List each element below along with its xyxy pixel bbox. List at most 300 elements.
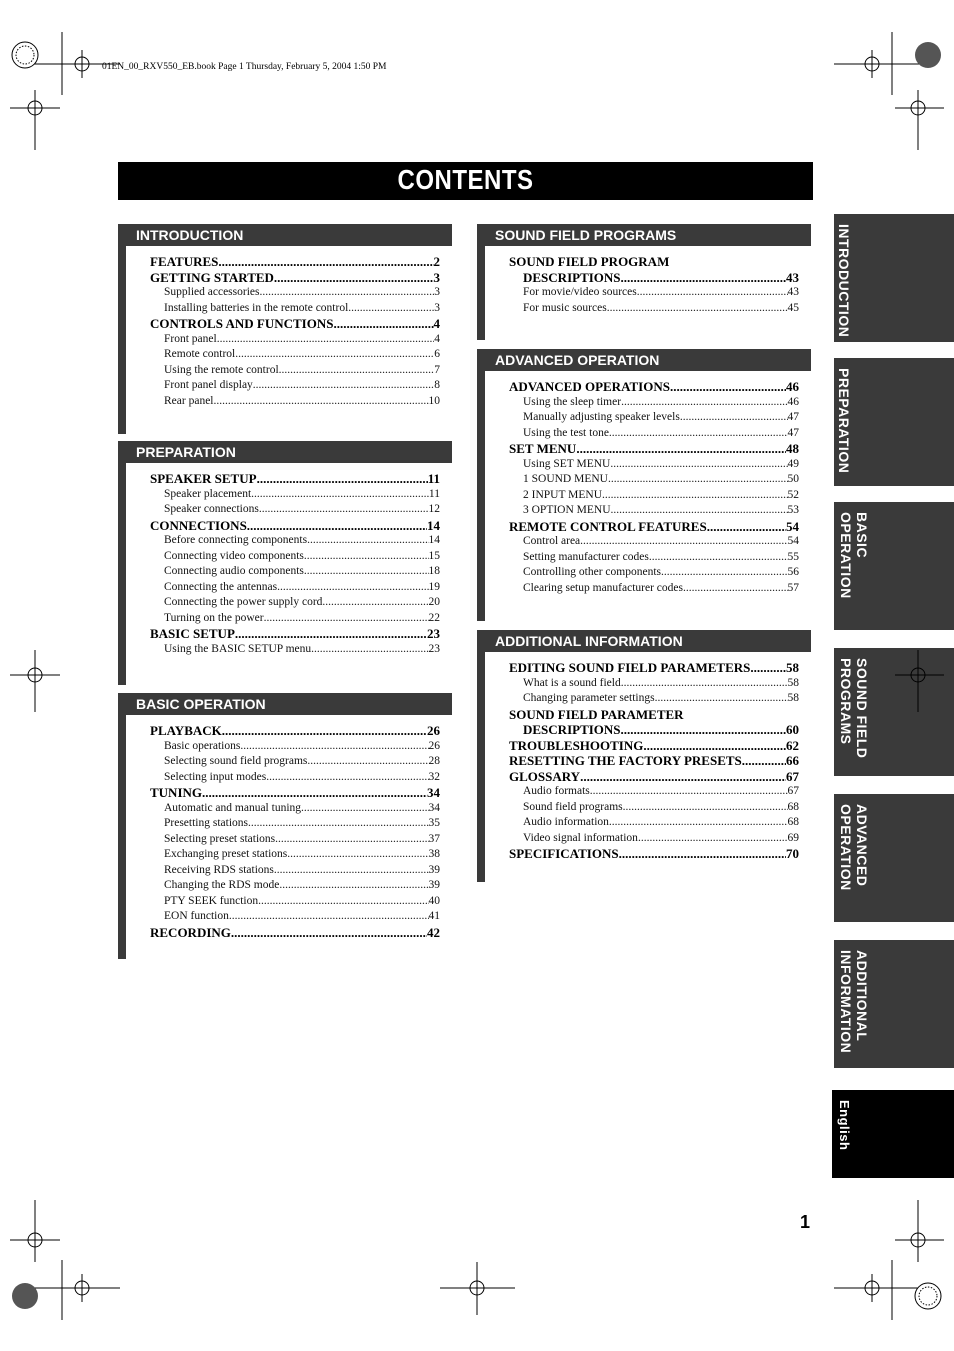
toc-entry[interactable] [509, 753, 799, 769]
toc-entry[interactable] [150, 626, 440, 642]
toc-entry-label: Setting manufacturer codes [523, 550, 649, 563]
toc-entry[interactable] [509, 581, 799, 597]
toc-list [509, 379, 799, 596]
toc-entry[interactable] [509, 707, 799, 723]
toc-entry-label: Video signal information [523, 831, 638, 844]
leader-dots [607, 301, 788, 317]
leader-dots [287, 847, 428, 863]
toc-entry-page: 26 [427, 723, 440, 738]
toc-list [150, 471, 440, 657]
toc-entry-label: PTY SEEK function [164, 894, 259, 907]
toc-entry-label: Supplied accessories [164, 286, 260, 298]
toc-entry-page: 35 [428, 817, 440, 829]
toc-entry-label: Audio information [523, 816, 609, 828]
toc-entry[interactable] [150, 285, 440, 301]
toc-entry-page: 39 [428, 863, 440, 876]
toc-entry[interactable] [509, 550, 799, 566]
leader-dots [304, 549, 429, 565]
toc-entry-label: DESCRIPTIONS [523, 722, 621, 737]
leader-dots [661, 565, 788, 581]
toc-entry-label: DESCRIPTIONS [523, 269, 621, 285]
toc-entry-label: SOUND FIELD PARAMETER [509, 706, 684, 722]
leader-dots [248, 816, 428, 832]
section-heading: SOUND FIELD PROGRAMS [477, 224, 811, 246]
print-header-line: 01EN_00_RXV550_EB.book Page 1 Thursday, February 5, 2004 1:50 PM [102, 62, 387, 72]
toc-entry-label: SOUND FIELD PROGRAM [509, 254, 670, 269]
toc-entry-page: 54 [787, 535, 799, 547]
toc-entry-label: Presetting stations [164, 817, 249, 829]
leader-dots [235, 347, 434, 363]
toc-entry-page: 56 [787, 566, 799, 578]
toc-entry-label: Audio formats [523, 785, 590, 797]
leader-dots [348, 301, 434, 317]
toc-entry[interactable] [150, 549, 440, 565]
toc-entry-label: Basic operations [164, 739, 241, 752]
toc-entry-page: 58 [786, 660, 799, 675]
toc-entry[interactable] [150, 909, 440, 925]
toc-entry-page: 50 [787, 473, 799, 485]
contents-title-bar [118, 162, 813, 200]
toc-entry[interactable] [509, 565, 799, 581]
leader-dots [277, 580, 428, 596]
toc-entry[interactable] [150, 754, 440, 770]
toc-entry-page: 54 [786, 518, 799, 534]
leader-dots [638, 831, 788, 847]
toc-entry-label: For movie/video sources [523, 286, 637, 298]
leader-dots [229, 909, 429, 925]
tab-basic-operation[interactable] [834, 502, 954, 630]
toc-entry[interactable] [150, 316, 440, 332]
toc-entry-page: 34 [428, 801, 440, 814]
leader-dots [301, 801, 428, 817]
toc-entry-label: Changing parameter settings [523, 692, 655, 704]
toc-entry[interactable] [509, 519, 799, 535]
toc-entry-page: 12 [428, 503, 440, 515]
toc-entry-page: 48 [786, 441, 799, 456]
leader-dots [274, 863, 429, 879]
toc-entry[interactable] [509, 395, 799, 411]
leader-dots [266, 770, 428, 786]
toc-entry-page: 4 [434, 332, 440, 345]
toc-entry-page: 55 [787, 550, 799, 563]
toc-entry-page: 43 [786, 269, 799, 285]
leader-dots [621, 270, 786, 286]
toc-entry-label: Front panel display [164, 379, 253, 391]
toc-entry-label: PLAYBACK [150, 723, 222, 738]
toc-list [150, 254, 440, 409]
toc-entry[interactable] [150, 301, 440, 317]
toc-entry-label: Rear panel [164, 394, 214, 407]
toc-entry-label: Speaker placement [164, 487, 252, 500]
leader-dots [590, 784, 788, 800]
toc-entry-page: 69 [787, 831, 799, 844]
toc-entry[interactable] [150, 925, 440, 941]
toc-entry-label: EDITING SOUND FIELD PARAMETERS [509, 660, 751, 675]
leader-dots [218, 254, 433, 270]
toc-entry-page: 22 [428, 611, 440, 624]
toc-entry[interactable] [509, 846, 799, 862]
tab-label: ADDITIONAL INFORMATION [838, 950, 870, 1054]
section-advanced-operation [477, 349, 811, 621]
toc-entry-label: TROUBLESHOOTING [509, 737, 644, 753]
toc-entry[interactable] [509, 301, 799, 317]
toc-entry-page: 47 [787, 426, 799, 439]
leader-dots [333, 316, 433, 332]
leader-dots [235, 626, 427, 642]
tab-label: SOUND FIELD PROGRAMS [838, 658, 870, 759]
tab-preparation[interactable] [834, 358, 954, 486]
toc-entry-page: 53 [787, 504, 799, 516]
toc-entry-label: Selecting sound field programs [164, 755, 308, 767]
toc-entry-page: 4 [433, 316, 440, 331]
toc-entry-page: 8 [434, 379, 440, 391]
toc-entry[interactable] [150, 254, 440, 270]
toc-entry-page: 58 [787, 692, 799, 704]
toc-entry-page: 11 [428, 487, 440, 500]
toc-entry-label: Using the BASIC SETUP menu [164, 642, 312, 655]
tab-label: BASIC OPERATION [838, 512, 870, 599]
toc-entry[interactable] [150, 502, 440, 518]
toc-entry-page: 41 [428, 910, 440, 922]
leader-dots [623, 800, 788, 816]
toc-entry-label: EON function [164, 910, 229, 922]
leader-dots [621, 722, 786, 738]
section-heading: PREPARATION [118, 441, 452, 463]
toc-entry[interactable] [150, 878, 440, 894]
leader-dots [580, 769, 786, 785]
toc-entry[interactable] [150, 347, 440, 363]
leader-dots [611, 503, 788, 519]
toc-entry[interactable] [150, 580, 440, 596]
toc-entry-label: REMOTE CONTROL FEATURES [509, 518, 707, 534]
toc-entry-page: 66 [786, 753, 799, 768]
toc-entry-label: Connecting video components [164, 549, 304, 562]
toc-entry-label: CONTROLS AND FUNCTIONS [150, 316, 334, 331]
toc-entry-label: Using SET MENU [523, 457, 611, 470]
toc-entry-label: 2 INPUT MENU [523, 488, 603, 501]
toc-entry-label: Using the test tone [523, 426, 609, 439]
toc-entry-label: RECORDING [150, 924, 231, 940]
leader-dots [742, 753, 786, 769]
toc-entry-label: Speaker connections [164, 503, 259, 515]
toc-entry-page: 52 [787, 488, 799, 501]
toc-entry[interactable] [150, 847, 440, 863]
toc-entry[interactable] [509, 379, 799, 395]
leader-dots [609, 426, 788, 442]
leader-dots [217, 332, 435, 348]
leader-dots [643, 738, 786, 754]
leader-dots [307, 754, 428, 770]
toc-entry-label: For music sources [523, 301, 607, 314]
toc-entry-label: ADVANCED OPERATIONS [509, 379, 670, 394]
toc-entry[interactable] [509, 285, 799, 301]
toc-list [150, 723, 440, 940]
toc-entry-label: Connecting the power supply cord [164, 596, 323, 608]
page-title: CONTENTS [397, 164, 534, 196]
section-heading: BASIC OPERATION [118, 693, 452, 715]
toc-entry[interactable] [150, 894, 440, 910]
toc-entry-page: 38 [428, 848, 440, 860]
toc-entry[interactable] [509, 800, 799, 816]
toc-entry-page: 67 [787, 785, 799, 797]
tab-sound-field-programs[interactable] [834, 648, 954, 776]
leader-dots [259, 502, 429, 518]
leader-dots [231, 925, 427, 941]
toc-entry-label: RESETTING THE FACTORY PRESETS [509, 753, 742, 768]
toc-entry[interactable] [150, 487, 440, 503]
toc-entry-label: Receiving RDS stations [164, 863, 274, 876]
section-additional-information [477, 630, 811, 882]
toc-entry[interactable] [150, 801, 440, 817]
section-heading: ADVANCED OPERATION [477, 349, 811, 371]
toc-entry-page: 57 [787, 581, 799, 594]
toc-entry-page: 26 [428, 739, 440, 752]
toc-entry-label: SPEAKER SETUP [150, 471, 257, 486]
leader-dots [279, 878, 428, 894]
section-basic-operation [118, 693, 452, 959]
toc-entry-page: 47 [787, 411, 799, 423]
toc-entry-label: Before connecting components [164, 534, 308, 546]
leader-dots [307, 533, 428, 549]
toc-entry-page: 10 [428, 394, 440, 407]
toc-entry-label: Connecting the antennas [164, 580, 278, 593]
leader-dots [258, 894, 428, 910]
toc-entry-page: 43 [787, 286, 799, 298]
toc-list [509, 254, 799, 316]
toc-entry-label: Controlling other components [523, 566, 661, 578]
toc-entry-page: 46 [786, 379, 799, 394]
toc-entry[interactable] [150, 642, 440, 658]
toc-entry-label: 3 OPTION MENU [523, 504, 611, 516]
toc-entry-label: BASIC SETUP [150, 626, 235, 641]
toc-entry-label: Exchanging preset stations [164, 848, 288, 860]
leader-dots [311, 642, 428, 658]
tab-advanced-operation[interactable] [834, 794, 954, 922]
toc-entry-page: 62 [786, 737, 799, 753]
leader-dots [240, 739, 428, 755]
toc-entry[interactable] [150, 816, 440, 832]
leader-dots [707, 519, 786, 535]
toc-entry-label: GETTING STARTED [150, 269, 274, 285]
page-number: 1 [800, 1212, 811, 1232]
toc-entry-label: Changing the RDS mode [164, 879, 280, 891]
leader-dots [576, 441, 786, 457]
section-heading: ADDITIONAL INFORMATION [477, 630, 811, 652]
toc-entry-label: Connecting audio components [164, 565, 304, 577]
toc-entry[interactable] [509, 815, 799, 831]
leader-dots [279, 363, 435, 379]
toc-entry-label: Control area [523, 535, 581, 547]
toc-entry[interactable] [509, 676, 799, 692]
leader-dots [253, 378, 434, 394]
section-preparation [118, 441, 452, 685]
toc-entry[interactable] [150, 832, 440, 848]
tab-label: PREPARATION [836, 368, 852, 474]
leader-dots [257, 471, 428, 487]
leader-dots [202, 785, 427, 801]
leader-dots [609, 815, 788, 831]
toc-entry-page: 68 [787, 800, 799, 813]
leader-dots [670, 379, 786, 395]
toc-entry-label: 1 SOUND MENU [523, 473, 608, 485]
toc-entry-page: 3 [434, 286, 440, 298]
toc-entry-label: FEATURES [150, 254, 219, 269]
toc-entry-page: 2 [433, 254, 440, 269]
toc-entry-page: 11 [427, 471, 440, 486]
section-sound-field-programs [477, 224, 811, 340]
tab-label: INTRODUCTION [836, 224, 852, 338]
toc-entry-label: SPECIFICATIONS [509, 846, 619, 861]
toc-entry-label: Front panel [164, 332, 217, 345]
leader-dots [264, 611, 429, 627]
toc-entry[interactable] [150, 363, 440, 379]
leader-dots [655, 691, 788, 707]
leader-dots [274, 270, 434, 286]
leader-dots [649, 550, 788, 566]
toc-entry-page: 20 [428, 596, 440, 608]
toc-entry[interactable] [509, 441, 799, 457]
leader-dots [580, 534, 787, 550]
toc-entry[interactable] [150, 378, 440, 394]
toc-entry[interactable] [509, 457, 799, 473]
leader-dots [610, 457, 787, 473]
toc-entry-page: 60 [786, 722, 799, 737]
leader-dots [750, 660, 786, 676]
toc-entry[interactable] [150, 595, 440, 611]
toc-entry-label: TUNING [150, 785, 203, 800]
toc-entry-label: Remote control [164, 348, 236, 360]
toc-entry[interactable] [509, 426, 799, 442]
section-introduction [118, 224, 452, 434]
toc-entry-label: What is a sound field [523, 676, 621, 689]
toc-entry[interactable] [509, 488, 799, 504]
leader-dots [214, 394, 429, 410]
toc-entry[interactable] [150, 533, 440, 549]
toc-entry-label: Sound field programs [523, 800, 623, 813]
toc-entry-page: 23 [427, 626, 440, 641]
leader-dots [275, 832, 428, 848]
toc-entry[interactable] [509, 503, 799, 519]
section-heading: INTRODUCTION [118, 224, 452, 246]
toc-entry-page: 14 [428, 534, 440, 546]
toc-entry-label: Automatic and manual tuning [164, 801, 302, 814]
leader-dots [222, 723, 427, 739]
leader-dots [260, 285, 435, 301]
toc-entry-label: Selecting input modes [164, 770, 267, 783]
tab-label: ADVANCED OPERATION [838, 804, 870, 891]
toc-entry[interactable] [150, 611, 440, 627]
toc-entry-label: Selecting preset stations [164, 832, 276, 845]
toc-entry-page: 14 [427, 517, 440, 533]
leader-dots [621, 395, 787, 411]
leader-dots [247, 518, 427, 534]
toc-entry[interactable] [509, 254, 799, 270]
toc-entry[interactable] [509, 472, 799, 488]
toc-entry-page: 15 [428, 549, 440, 562]
toc-entry-page: 23 [428, 642, 440, 655]
toc-entry-page: 32 [428, 770, 440, 783]
toc-entry[interactable] [150, 739, 440, 755]
toc-entry[interactable] [150, 518, 440, 534]
toc-entry-page: 6 [434, 348, 440, 360]
toc-entry-page: 3 [433, 269, 440, 285]
toc-entry-page: 68 [787, 816, 799, 828]
leader-dots [304, 564, 429, 580]
toc-entry-page: 46 [787, 395, 799, 408]
toc-entry[interactable] [509, 660, 799, 676]
tab-introduction[interactable] [834, 214, 954, 342]
leader-dots [683, 581, 788, 597]
leader-dots [621, 676, 788, 692]
toc-entry-page: 67 [786, 768, 799, 784]
toc-entry-label: CONNECTIONS [150, 517, 247, 533]
toc-entry-page: 37 [428, 832, 440, 845]
toc-entry[interactable] [150, 270, 440, 286]
leader-dots [637, 285, 788, 301]
leader-dots [619, 846, 786, 862]
toc-entry[interactable] [509, 270, 799, 286]
toc-entry-label: GLOSSARY [509, 768, 581, 784]
toc-list [509, 660, 799, 862]
toc-entry-label: Turning on the power [164, 611, 264, 624]
toc-entry[interactable] [150, 332, 440, 348]
toc-entry[interactable] [509, 534, 799, 550]
toc-entry[interactable] [509, 831, 799, 847]
leader-dots [322, 595, 428, 611]
leader-dots [608, 472, 788, 488]
tab-label: English [837, 1100, 852, 1151]
toc-entry[interactable] [509, 691, 799, 707]
toc-entry-page: 70 [786, 846, 799, 861]
toc-entry-page: 34 [427, 785, 440, 800]
toc-entry-label: Using the sleep timer [523, 395, 622, 408]
toc-entry[interactable] [509, 738, 799, 754]
toc-entry[interactable] [509, 784, 799, 800]
toc-entry-page: 39 [428, 879, 440, 891]
toc-entry[interactable] [150, 723, 440, 739]
toc-entry-page: 58 [787, 676, 799, 689]
toc-entry-page: 18 [428, 565, 440, 577]
toc-entry[interactable] [150, 785, 440, 801]
toc-entry[interactable] [150, 863, 440, 879]
toc-entry[interactable] [509, 722, 799, 738]
toc-entry-label: Installing batteries in the remote control [164, 301, 349, 314]
toc-entry-page: 3 [434, 301, 440, 314]
tab-additional-information[interactable] [834, 940, 954, 1068]
leader-dots [602, 488, 787, 504]
leader-dots [680, 410, 788, 426]
toc-entry-label: SET MENU [509, 441, 577, 456]
toc-entry[interactable] [150, 564, 440, 580]
toc-entry-page: 7 [434, 363, 440, 376]
toc-entry-page: 45 [787, 301, 799, 314]
toc-entry[interactable] [150, 394, 440, 410]
toc-entry-page: 40 [428, 894, 440, 907]
toc-entry-page: 28 [428, 755, 440, 767]
toc-entry[interactable] [150, 770, 440, 786]
toc-entry-label: Clearing setup manufacturer codes [523, 581, 683, 594]
toc-entry-page: 19 [428, 580, 440, 593]
toc-entry[interactable] [509, 769, 799, 785]
toc-entry-page: 49 [787, 457, 799, 470]
tab-english[interactable] [832, 1090, 954, 1178]
toc-entry[interactable] [150, 471, 440, 487]
toc-entry[interactable] [509, 410, 799, 426]
toc-entry-page: 42 [427, 924, 440, 940]
toc-entry-label: Manually adjusting speaker levels [523, 411, 680, 423]
leader-dots [251, 487, 429, 503]
toc-entry-label: Using the remote control [164, 363, 279, 376]
